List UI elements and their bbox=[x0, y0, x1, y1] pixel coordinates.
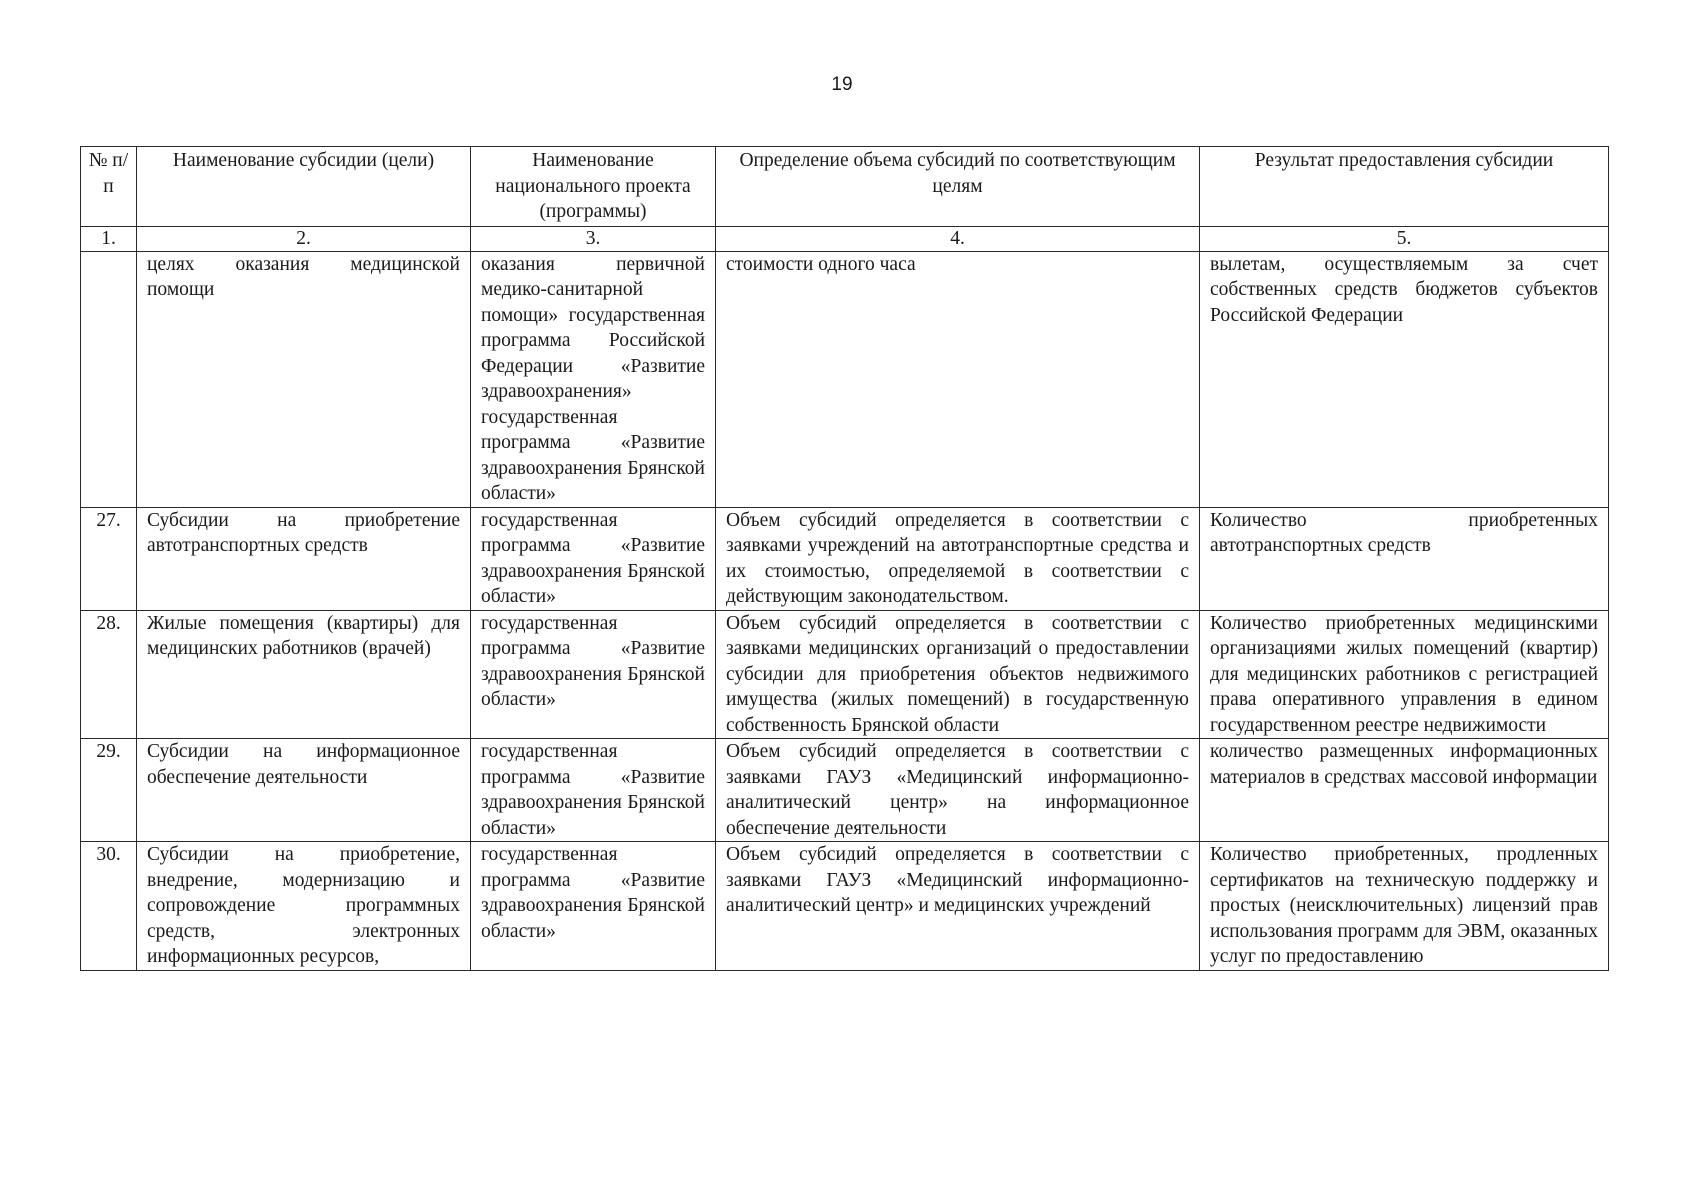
subsidies-table bbox=[80, 146, 1609, 971]
row-number: 28. bbox=[81, 610, 137, 739]
table-row bbox=[81, 610, 1609, 739]
table-row bbox=[81, 251, 1609, 507]
subsidy-name: Субсидии на приобретение автотранспортных средств bbox=[137, 507, 471, 610]
subsidy-name: Жилые помещения (квартиры) для медицинских работников (врачей) bbox=[137, 610, 471, 739]
determination: Объем субсидий определяется в соответствии с заявками ГАУЗ «Медицинский информационно-аналитический центр» и медицинских учреждений bbox=[716, 842, 1200, 971]
header-subsidy-name: Наименование субсидии (цели) bbox=[137, 147, 471, 227]
subsidy-name: целях оказания медицинской помощи bbox=[137, 251, 471, 507]
table-row bbox=[81, 739, 1609, 842]
column-numbers-row bbox=[81, 226, 1609, 251]
determination: Объем субсидий определяется в соответствии с заявками ГАУЗ «Медицинский информационно-аналитический центр» на информационное обеспечение деятельности bbox=[716, 739, 1200, 842]
project-name: государственная программа «Развитие здравоохранения Брянской области» bbox=[471, 842, 716, 971]
column-number: 1. bbox=[81, 226, 137, 251]
header-project-name: Наименование национального проекта (программы) bbox=[471, 147, 716, 227]
header-number: № п/п bbox=[81, 147, 137, 227]
result: вылетам, осуществляемым за счет собственных средств бюджетов субъектов Российской Федерации bbox=[1200, 251, 1609, 507]
row-number: 27. bbox=[81, 507, 137, 610]
subsidy-name: Субсидии на приобретение, внедрение, модернизацию и сопровождение программных средств, электронных информационных ресурсов, bbox=[137, 842, 471, 971]
determination: Объем субсидий определяется в соответствии с заявками учреждений на автотранспортные средства и их стоимостью, определяемой в соответствии с действующим законодательством. bbox=[716, 507, 1200, 610]
row-number: 29. bbox=[81, 739, 137, 842]
column-number: 2. bbox=[137, 226, 471, 251]
subsidy-name: Субсидии на информационное обеспечение деятельности bbox=[137, 739, 471, 842]
column-number: 3. bbox=[471, 226, 716, 251]
determination: стоимости одного часа bbox=[716, 251, 1200, 507]
result: Количество приобретенных, продленных сертификатов на техническую поддержку и простых (неисключительных) лицензий прав использования программ для ЭВМ, оказанных услуг по предоставлению bbox=[1200, 842, 1609, 971]
project-name: государственная программа «Развитие здравоохранения Брянской области» bbox=[471, 739, 716, 842]
project-name: государственная программа «Развитие здравоохранения Брянской области» bbox=[471, 507, 716, 610]
row-number: 30. bbox=[81, 842, 137, 971]
header-result: Результат предоставления субсидии bbox=[1200, 147, 1609, 227]
row-number bbox=[81, 251, 137, 507]
result: Количество приобретенных медицинскими организациями жилых помещений (квартир) для медицинских работников с регистрацией права оперативного управления в едином государственном реестре недвижимости bbox=[1200, 610, 1609, 739]
result: Количество приобретенных автотранспортных средств bbox=[1200, 507, 1609, 610]
header-row bbox=[81, 147, 1609, 227]
page-number: 19 bbox=[831, 74, 853, 95]
result: количество размещенных информационных материалов в средствах массовой информации bbox=[1200, 739, 1609, 842]
table-row bbox=[81, 842, 1609, 971]
column-number: 4. bbox=[716, 226, 1200, 251]
table-row bbox=[81, 507, 1609, 610]
project-name: государственная программа «Развитие здравоохранения Брянской области» bbox=[471, 610, 716, 739]
determination: Объем субсидий определяется в соответствии с заявками медицинских организаций о предоставлении субсидии для приобретения объектов недвижимого имущества (жилых помещений) в государственную собственность Брянской области bbox=[716, 610, 1200, 739]
column-number: 5. bbox=[1200, 226, 1609, 251]
header-determination: Определение объема субсидий по соответствующим целям bbox=[716, 147, 1200, 227]
project-name: оказания первичной медико-санитарной помощи» государственная программа Российской Федерации «Развитие здравоохранения» государственная программа «Развитие здравоохранения Брянской области» bbox=[471, 251, 716, 507]
